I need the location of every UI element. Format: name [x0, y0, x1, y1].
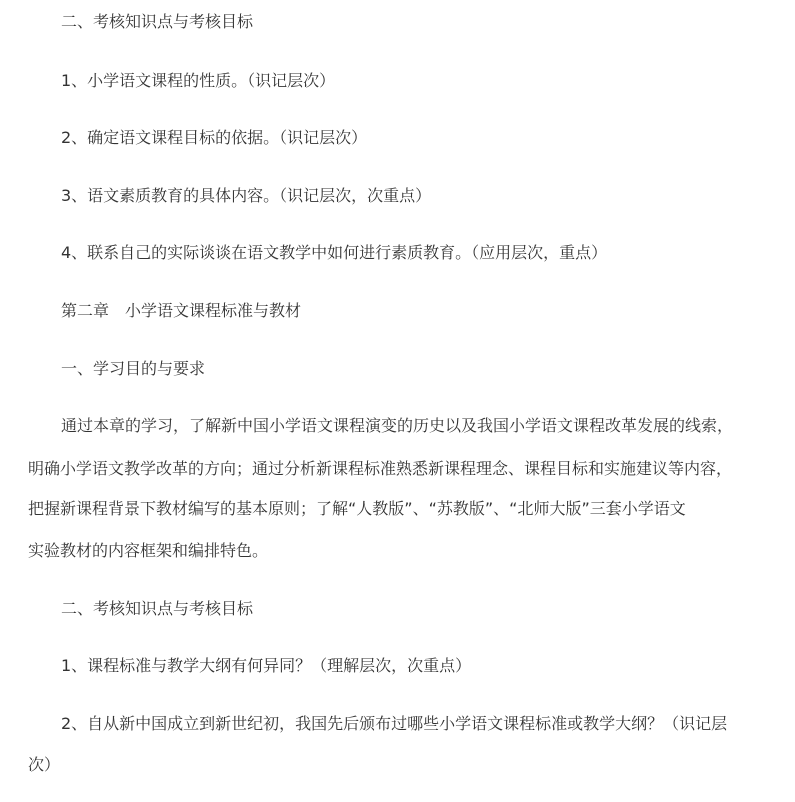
- list-item: 1、课程标准与教学大纲有何异同？（理解层次，次重点）: [61, 656, 472, 675]
- list-item: 1、小学语文课程的性质。（识记层次）: [61, 71, 336, 90]
- paragraph-line: 明确小学语文教学改革的方向；通过分析新课程标准熟悉新课程理念、课程目标和实施建议等内容，: [28, 459, 733, 478]
- list-item: 4、联系自己的实际谈谈在语文教学中如何进行素质教育。（应用层次，重点）: [61, 243, 608, 262]
- list-item: 3、语文素质教育的具体内容。（识记层次，次重点）: [61, 186, 432, 205]
- list-item-continuation: 次）: [28, 755, 61, 774]
- section-heading-assessment: 二、考核知识点与考核目标: [61, 599, 254, 618]
- list-item: 2、自从新中国成立到新世纪初，我国先后颁布过哪些小学语文课程标准或教学大纲？（识记层: [61, 714, 728, 733]
- paragraph-line: 实验教材的内容框架和编排特色。: [28, 541, 269, 560]
- section-heading-objectives: 一、学习目的与要求: [61, 359, 206, 378]
- paragraph-line: 通过本章的学习，了解新中国小学语文课程演变的历史以及我国小学语文课程改革发展的线索，: [61, 416, 734, 435]
- section-heading-assessment: 二、考核知识点与考核目标: [61, 12, 254, 31]
- list-item: 2、确定语文课程目标的依据。（识记层次）: [61, 128, 368, 147]
- chapter-heading: 第二章 小学语文课程标准与教材: [61, 301, 302, 320]
- paragraph-line: 把握新课程背景下教材编写的基本原则；了解“人教版”、“苏教版”、“北师大版”三套小学语文: [28, 499, 686, 518]
